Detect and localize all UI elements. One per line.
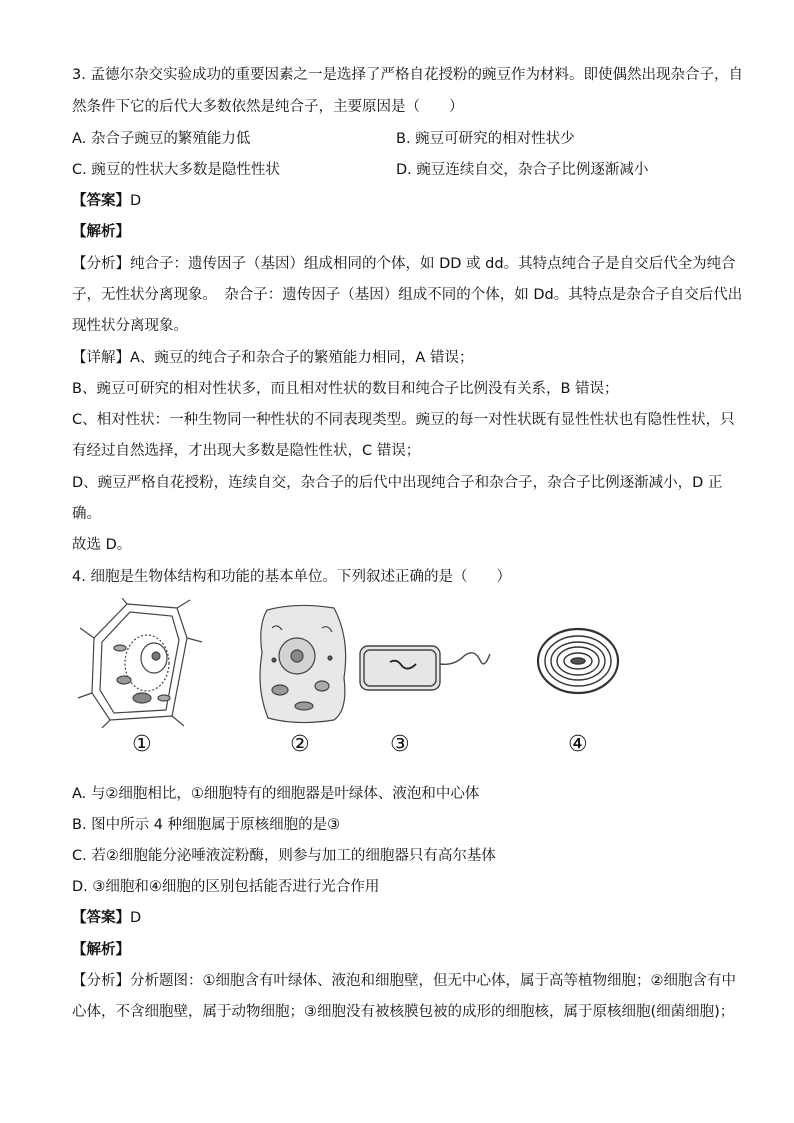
q3-detail-d1: D、豌豆严格自花授粉，连续自交，杂合子的后代中出现纯合子和杂合子，杂合子比例逐渐减小，D 正 — [72, 475, 723, 491]
q3-detail-b: B、豌豆可研究的相对性状多，而且相对性状的数目和纯合子比例没有关系，B 错误； — [72, 381, 619, 397]
q4-fenxi-line1 — [72, 970, 736, 992]
figure-label-1: ① — [132, 732, 152, 757]
q4-answer-value: D — [130, 910, 142, 926]
q3-option-c[interactable]: C. 豌豆的性状大多数是隐性性状 — [72, 162, 280, 178]
algae-cell-diagram — [538, 629, 618, 693]
figure-label-2: ② — [290, 732, 310, 757]
q4-fenxi-text1: 分析题图：①细胞含有叶绿体、液泡和细胞壁，但无中心体，属于高等植物细胞；②细胞含有中 — [130, 973, 736, 989]
q3-answer-line — [72, 190, 141, 212]
q4-option-b[interactable]: B. 图中所示 4 种细胞属于原核细胞的是③ — [72, 817, 341, 833]
q4-answer-line — [72, 907, 141, 929]
cell-figure — [72, 598, 722, 773]
q3-conclusion: 故选 D。 — [72, 537, 132, 553]
q3-stem-line2: 然条件下它的后代大多数依然是纯合子，主要原因是（ ） — [72, 99, 464, 115]
q3-fenxi-line2: 子，无性状分离现象。 杂合子：遗传因子（基因）组成不同的个体，如 Dd。其特点是杂合子自交后代出 — [72, 287, 743, 303]
q3-detail-a-text: A、豌豆的纯合子和杂合子的繁殖能力相同，A 错误； — [130, 350, 474, 366]
q4-option-d[interactable]: D. ③细胞和④细胞的区别包括能否进行光合作用 — [72, 879, 380, 895]
q4-stem: 4. 细胞是生物体结构和功能的基本单位。下列叙述正确的是（ ） — [72, 569, 511, 585]
q3-answer-value: D — [130, 193, 142, 209]
plant-cell-diagram — [78, 598, 202, 728]
q4-option-c[interactable]: C. 若②细胞能分泌唾液淀粉酶，则参与加工的细胞器只有高尔基体 — [72, 848, 496, 864]
q3-stem-line1: 3. 孟德尔杂交实验成功的重要因素之一是选择了严格自花授粉的豌豆作为材料。即使偶然出现杂合子，自 — [72, 67, 743, 83]
q3-detail-d2: 确。 — [72, 506, 101, 522]
q4-analysis-tag — [72, 939, 130, 961]
bacterium-diagram — [360, 646, 490, 690]
q3-analysis-tag — [72, 221, 130, 243]
figure-label-3: ③ — [390, 732, 410, 757]
analysis-tag: 【解析】 — [72, 942, 130, 958]
figure-label-4: ④ — [568, 732, 588, 757]
q3-fenxi-text1: 纯合子：遗传因子（基因）组成相同的个体，如 DD 或 dd。其特点纯合子是自交后代全为纯合 — [130, 256, 736, 272]
q4-option-a[interactable]: A. 与②细胞相比，①细胞特有的细胞器是叶绿体、液泡和中心体 — [72, 786, 480, 802]
q3-option-b[interactable]: B. 豌豆可研究的相对性状少 — [396, 131, 575, 147]
q4-fenxi-line2: 心体，不含细胞壁，属于动物细胞；③细胞没有被核膜包被的成形的细胞核，属于原核细胞(细菌细胞)； — [72, 1004, 735, 1020]
xiangjie-tag: 【详解】 — [72, 350, 130, 366]
q3-option-a[interactable]: A. 杂合子豌豆的繁殖能力低 — [72, 131, 251, 147]
q3-fenxi-line1 — [72, 253, 736, 275]
animal-cell-diagram — [260, 605, 346, 722]
q3-fenxi-line3: 现性状分离现象。 — [72, 318, 188, 334]
q3-detail-a — [72, 347, 473, 369]
q3-detail-c1: C、相对性状：一种生物同一种性状的不同表现类型。豌豆的每一对性状既有显性性状也有隐性性状，只 — [72, 412, 735, 428]
answer-tag: 【答案】 — [72, 910, 130, 926]
q3-detail-c2: 有经过自然选择，才出现大多数是隐性性状，C 错误； — [72, 443, 421, 459]
answer-tag: 【答案】 — [72, 193, 130, 209]
fenxi-tag: 【分析】 — [72, 256, 130, 272]
q3-option-d[interactable]: D. 豌豆连续自交，杂合子比例逐渐减小 — [396, 162, 649, 178]
analysis-tag: 【解析】 — [72, 224, 130, 240]
fenxi-tag: 【分析】 — [72, 973, 130, 989]
